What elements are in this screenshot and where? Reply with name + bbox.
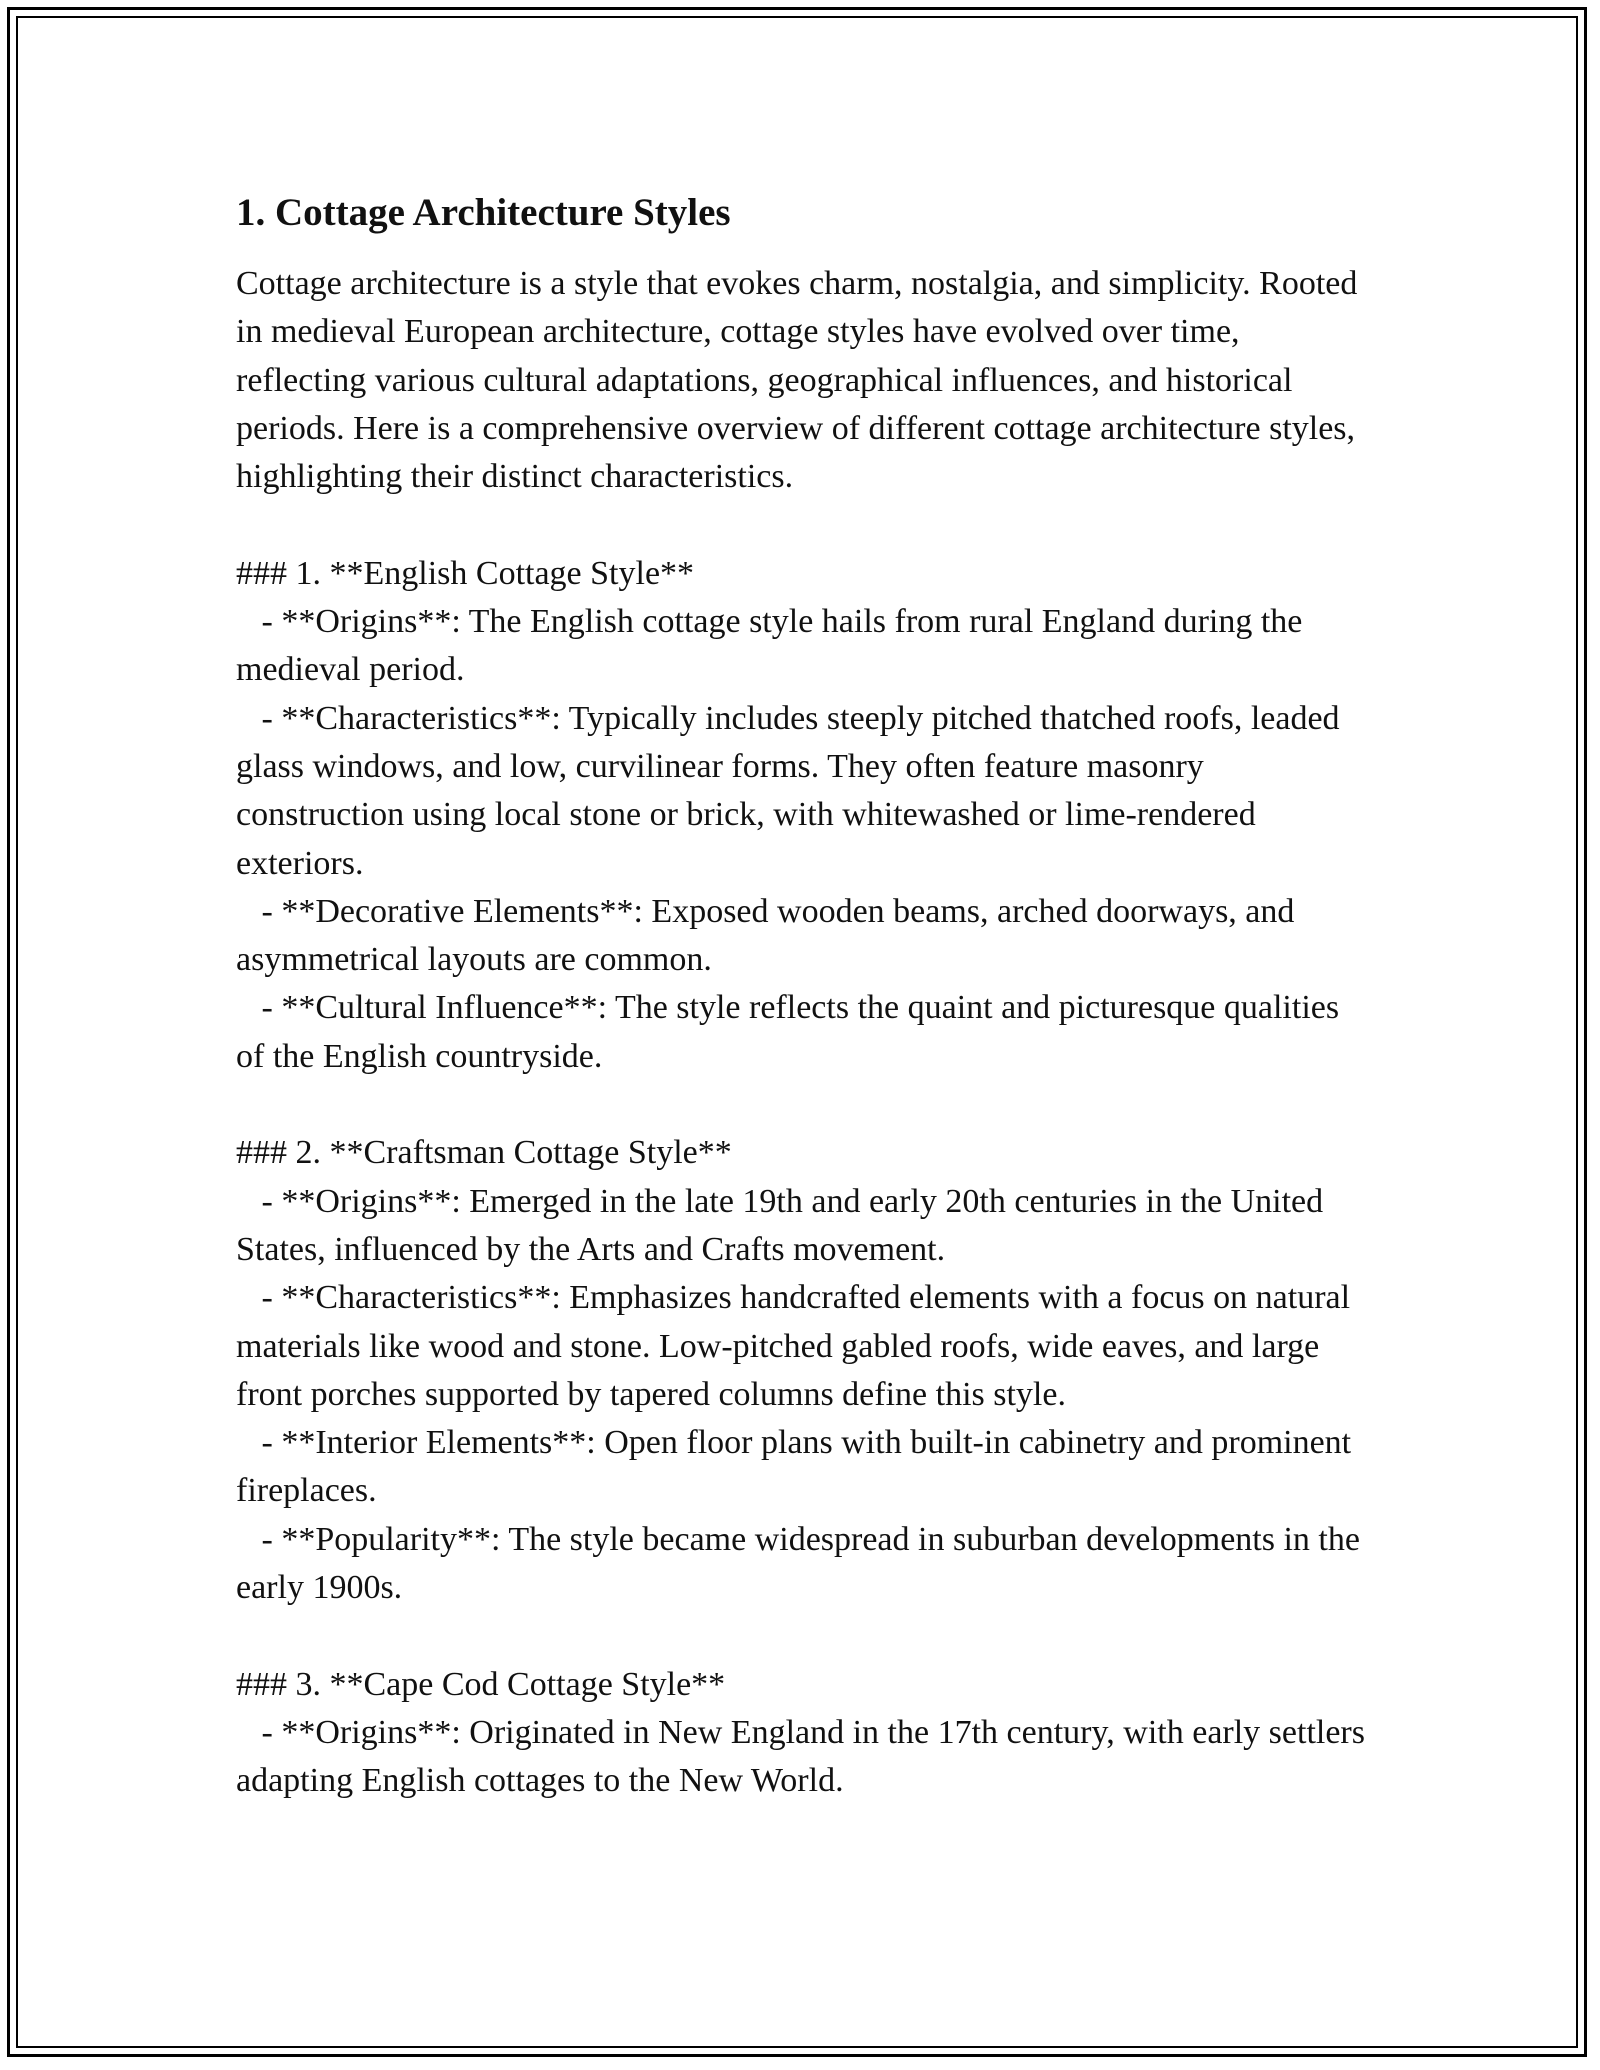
section-heading: ### 2. **Craftsman Cottage Style** <box>236 1134 732 1172</box>
section-english-cottage <box>236 550 1366 1081</box>
section-heading: ### 1. **English Cottage Style** <box>236 554 695 592</box>
list-item: - **Popularity**: The style became widespread in suburban developments in the early 1900s. <box>236 1520 1369 1607</box>
list-item: - **Origins**: Originated in New England in the 17th century, with early settlers adapting English cottages to the New World. <box>236 1713 1374 1800</box>
list-item: - **Characteristics**: Typically includes steeply pitched thatched roofs, leaded glass windows, and low, curvilinear forms. They often feature masonry construction using local stone or brick, with whitewashed or lime-rendered exteriors. <box>236 699 1349 882</box>
list-item: - **Characteristics**: Emphasizes handcrafted elements with a focus on natural materials like wood and stone. Low-pitched gabled roofs, wide eaves, and large front porches supported by tapered columns define this style. <box>236 1279 1359 1413</box>
list-item: - **Cultural Influence**: The style reflects the quaint and picturesque qualities of the English countryside. <box>236 989 1348 1075</box>
section-craftsman-cottage <box>236 1129 1369 1612</box>
intro-paragraph: Cottage architecture is a style that evokes charm, nostalgia, and simplicity. Rooted in medieval European architecture, cottage styles have evolved over time, reflecting various cultural adaptations, geographical influences, and historical periods. Here is a comprehensive overview of different cottage architecture styles, highlighting their distinct characteristics. <box>236 265 1358 496</box>
section-cape-cod-cottage <box>236 1661 1374 1806</box>
section-heading: ### 3. **Cape Cod Cottage Style** <box>236 1665 726 1703</box>
list-item: - **Interior Elements**: Open floor plans with built-in cabinetry and prominent fireplaces. <box>236 1424 1360 1510</box>
list-item: - **Origins**: The English cottage style hails from rural England during the medieval period. <box>236 603 1311 689</box>
list-item: - **Decorative Elements**: Exposed wooden beams, arched doorways, and asymmetrical layouts are common. <box>236 892 1303 979</box>
list-item: - **Origins**: Emerged in the late 19th and early 20th centuries in the United States, influenced by the Arts and Crafts movement. <box>236 1182 1332 1268</box>
document-title: 1. Cottage Architecture Styles <box>236 191 731 234</box>
document-body <box>236 186 1374 1806</box>
